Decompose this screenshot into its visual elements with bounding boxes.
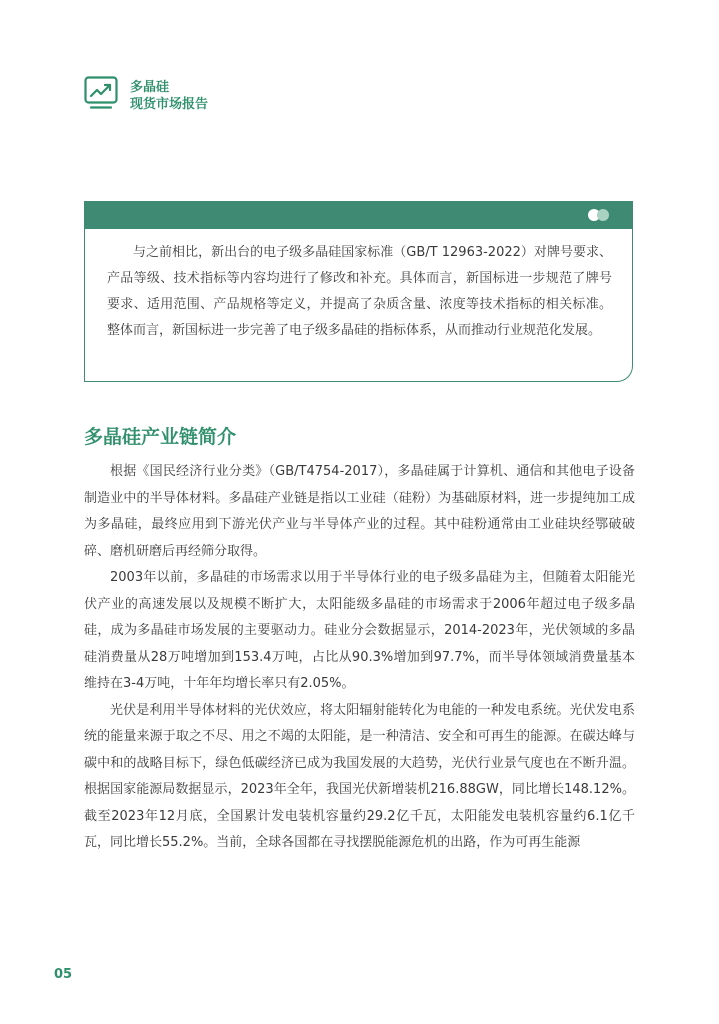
- section-title: 多晶硅产业链简介: [84, 426, 237, 448]
- decorative-dot-icon: [597, 209, 609, 221]
- callout-text: 与之前相比，新出台的电子级多晶硅国家标准（GB/T 12963-2022）对牌号要求、产品等级、技术指标等内容均进行了修改和补充。具体而言，新国标进一步规范了牌号要求、适用范围、产品规格等定义，并提高了杂质含量、浓度等技术指标的相关标准。整体而言，新国标进一步完善了电子级多晶硅的指标体系，从而推动行业规范化发展。: [107, 245, 612, 338]
- callout-box: [84, 201, 633, 382]
- paragraph: 根据《国民经济行业分类》（GB/T4754-2017），多晶硅属于计算机、通信和其他电子设备制造业中的半导体材料。多晶硅产业链是指以工业硅（硅粉）为基础原材料，进一步提纯加工成为多晶硅，最终应用到下游光伏产业与半导体产业的过程。其中硅粉通常由工业硅块经鄂破破碎、磨机研磨后再经筛分取得。: [84, 464, 635, 559]
- body-text: [84, 459, 635, 857]
- trend-chart-icon: [84, 76, 118, 110]
- paragraph: 光伏是利用半导体材料的光伏效应，将太阳辐射能转化为电能的一种发电系统。光伏发电系统的能量来源于取之不尽、用之不竭的太阳能，是一种清洁、安全和可再生的能源。在碳达峰与碳中和的战略目标下，绿色低碳经济已成为我国发展的大趋势，光伏行业景气度也在不断升温。根据国家能源局数据显示，2023年全年，我国光伏新增装机216.88GW，同比增长148.12%。截至2023年12月底，全国累计发电装机容量约29.2亿千瓦，太阳能发电装机容量约6.1亿千瓦，同比增长55.2%。当前，全球各国都在寻找摆脱能源危机的出路，作为可再生能源: [84, 702, 635, 850]
- callout-header-bar: [84, 201, 633, 229]
- paragraph: 2003年以前，多晶硅的市场需求以用于半导体行业的电子级多晶硅为主，但随着太阳能光伏产业的高速发展以及规模不断扩大，太阳能级多晶硅的市场需求于2006年超过电子级多晶硅，成为多晶硅市场发展的主要驱动力。硅业分会数据显示，2014-2023年，光伏领域的多晶硅消费量从28万吨增加到153.4万吨，占比从90.3%增加到97.7%，而半导体领域消费量基本维持在3-4万吨，十年年均增长率只有2.05%。: [84, 570, 635, 691]
- report-title-line2: 现货市场报告: [130, 97, 209, 112]
- report-title: [130, 79, 208, 113]
- page-number: 05: [54, 967, 73, 982]
- report-title-line1: 多晶硅: [130, 80, 170, 95]
